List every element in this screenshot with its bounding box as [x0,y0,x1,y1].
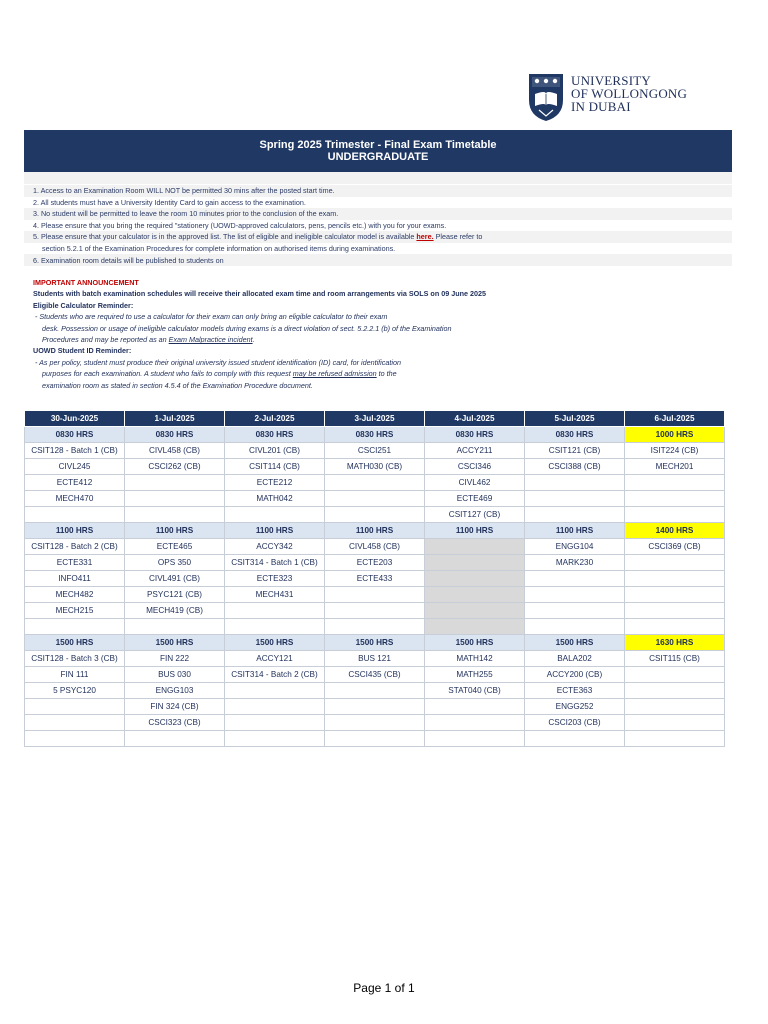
session-time: 0830 HRS [325,427,425,443]
exam-cell: MATH142 [425,651,525,667]
exam-cell: ACCY342 [225,539,325,555]
session-time-row [25,523,725,539]
exam-cell: MECH419 (CB) [125,603,225,619]
session-time: 1630 HRS [625,635,725,651]
session-time: 1500 HRS [425,635,525,651]
date-header: 6-Jul-2025 [625,411,725,427]
exam-cell [425,587,525,603]
banner-spacer [24,172,732,184]
exam-cell [425,571,525,587]
exam-cell: ENGG252 [525,699,625,715]
exam-cell [625,699,725,715]
exam-rules [33,185,733,266]
exam-cell: CSIT127 (CB) [425,507,525,523]
table-row [25,667,725,683]
exam-cell [525,475,625,491]
exam-cell: CIVL201 (CB) [225,443,325,459]
student-id-text-2a: purposes for each examination. A student who fails to comply with this request [42,369,291,379]
table-row [25,683,725,699]
exam-cell: MECH201 [625,459,725,475]
exam-cell: MECH470 [25,491,125,507]
exam-cell: MECH431 [225,587,325,603]
title-banner [24,130,732,172]
rule-1: 1. Access to an Examination Room WILL NOT be permitted 30 mins after the posted start time. [33,186,335,195]
rule-2: 2. All students must have a University Identity Card to gain access to the examination. [33,197,306,207]
date-header: 2-Jul-2025 [225,411,325,427]
exam-cell: CSCI251 [325,443,425,459]
exam-timetable [24,410,725,747]
exam-cell: ECTE331 [25,555,125,571]
exam-cell [325,491,425,507]
session-time: 1400 HRS [625,523,725,539]
exam-cell [625,715,725,731]
table-row [25,539,725,555]
logo-line-1: UNIVERSITY [571,73,651,88]
page-number: Page 1 of 1 [353,981,415,995]
exam-cell: FIN 111 [25,667,125,683]
exam-cell [625,683,725,699]
date-header: 5-Jul-2025 [525,411,625,427]
session-time: 1500 HRS [25,635,125,651]
rule-5-continuation: section 5.2.1 of the Examination Procedures for complete information on authorised items during examinations. [42,243,396,253]
malpractice-link[interactable]: Exam Malpractice incident [168,335,253,345]
refused-admission-link[interactable]: may be refused admission [292,369,377,379]
session-time: 0830 HRS [125,427,225,443]
exam-cell [425,603,525,619]
student-id-text-2b: to the [378,369,397,379]
exam-cell: ACCY121 [225,651,325,667]
session-time: 1100 HRS [225,523,325,539]
exam-cell: CSCI346 [425,459,525,475]
calculator-text-3 [33,334,733,345]
exam-cell [225,603,325,619]
exam-cell: 5 PSYC120 [25,683,125,699]
exam-cell [525,571,625,587]
exam-cell [625,491,725,507]
exam-cell: ECTE363 [525,683,625,699]
table-row [25,587,725,603]
exam-cell [425,619,525,635]
table-row [25,459,725,475]
exam-cell [325,587,425,603]
exam-cell: MATH030 (CB) [325,459,425,475]
exam-cell [525,619,625,635]
table-row [25,731,725,747]
exam-cell: CIVL462 [425,475,525,491]
exam-cell [225,731,325,747]
exam-cell: ECTE465 [125,539,225,555]
logo-wordmark [571,74,687,113]
table-row [25,715,725,731]
exam-cell: INFO411 [25,571,125,587]
exam-cell: CSIT115 (CB) [625,651,725,667]
table-row [25,475,725,491]
exam-cell: ACCY200 (CB) [525,667,625,683]
rule-6: 6. Examination room details will be published to students on [33,255,224,265]
exam-cell [125,475,225,491]
exam-cell: ECTE412 [25,475,125,491]
exam-cell [325,603,425,619]
exam-cell [25,715,125,731]
exam-cell [625,603,725,619]
exam-cell: CSIT314 - Batch 2 (CB) [225,667,325,683]
exam-cell: ENGG103 [125,683,225,699]
rule-5-text-cont: Please refer to [435,232,483,242]
exam-cell [325,475,425,491]
exam-cell [325,683,425,699]
session-time: 1500 HRS [325,635,425,651]
student-id-text-2 [33,368,733,379]
table-row [25,555,725,571]
exam-cell: ECTE203 [325,555,425,571]
university-logo [527,72,697,124]
exam-cell [525,507,625,523]
exam-cell: CIVL458 (CB) [325,539,425,555]
exam-cell [625,507,725,523]
exam-cell [525,603,625,619]
exam-cell [225,699,325,715]
calculator-text-3b: . [252,335,255,345]
exam-cell: CSIT128 - Batch 1 (CB) [25,443,125,459]
exam-cell: BUS 121 [325,651,425,667]
rule-5-text: 5. Please ensure that your calculator is in the approved list. The list of eligible and ineligible calculator model is available [33,232,415,242]
exam-cell [225,715,325,731]
exam-cell [125,491,225,507]
exam-cell [25,699,125,715]
session-time: 1100 HRS [25,523,125,539]
exam-cell: STAT040 (CB) [425,683,525,699]
exam-cell [425,715,525,731]
exam-cell: BALA202 [525,651,625,667]
exam-cell: ECTE212 [225,475,325,491]
page-title: Spring 2025 Trimester - Final Exam Timetable [259,139,497,151]
batch-notice: Students with batch examination schedules will receive their allocated exam time and room arrangements via SOLS on 09 June 2025 [33,289,486,299]
student-id-text-1: - As per policy, student must produce their original university issued student identification (ID) card, for identification [35,357,401,367]
exam-cell: PSYC121 (CB) [125,587,225,603]
exam-cell [525,587,625,603]
logo-line-3: IN DUBAI [571,99,631,114]
exam-cell: CIVL245 [25,459,125,475]
exam-cell: BUS 030 [125,667,225,683]
exam-cell: OPS 350 [125,555,225,571]
exam-cell [25,507,125,523]
exam-cell: CSCI369 (CB) [625,539,725,555]
exam-cell: CSIT128 - Batch 2 (CB) [25,539,125,555]
student-id-heading: UOWD Student ID Reminder: [33,346,132,356]
table-row [25,699,725,715]
exam-cell: MECH482 [25,587,125,603]
exam-cell: CSIT114 (CB) [225,459,325,475]
date-header: 4-Jul-2025 [425,411,525,427]
exam-cell [325,731,425,747]
exam-cell: ISIT224 (CB) [625,443,725,459]
calculator-list-link[interactable]: here. [416,232,434,242]
announcement-heading: IMPORTANT ANNOUNCEMENT [33,278,139,287]
rule-5 [33,231,733,243]
session-time: 0830 HRS [425,427,525,443]
date-header: 1-Jul-2025 [125,411,225,427]
exam-cell: MATH255 [425,667,525,683]
exam-cell [625,667,725,683]
exam-cell [325,619,425,635]
exam-cell: MARK230 [525,555,625,571]
logo-line-2: OF WOLLONGONG [571,86,688,101]
exam-cell: ENGG104 [525,539,625,555]
exam-cell [525,731,625,747]
calculator-heading: Eligible Calculator Reminder: [33,300,134,310]
date-header-row [25,411,725,427]
exam-cell: ECTE469 [425,491,525,507]
rule-4: 4. Please ensure that you bring the required "stationery (UOWD-approved calculators, pens, pencils etc.) with you for your exams. [33,220,447,230]
exam-cell [425,539,525,555]
session-time-row [25,427,725,443]
exam-cell: CIVL458 (CB) [125,443,225,459]
exam-cell [225,507,325,523]
exam-cell: CSCI262 (CB) [125,459,225,475]
exam-cell [25,619,125,635]
calculator-text-3a: Procedures and may be reported as an [42,335,167,345]
exam-cell: ECTE433 [325,571,425,587]
university-crest-icon [527,72,565,122]
exam-cell: CSCI435 (CB) [325,667,425,683]
table-row [25,603,725,619]
table-row [25,571,725,587]
exam-cell [125,507,225,523]
exam-cell: MATH042 [225,491,325,507]
exam-cell [225,683,325,699]
exam-cell: CSIT121 (CB) [525,443,625,459]
table-row [25,651,725,667]
exam-cell: CSCI203 (CB) [525,715,625,731]
exam-cell: CSIT128 - Batch 3 (CB) [25,651,125,667]
session-time: 1500 HRS [225,635,325,651]
session-time: 1100 HRS [525,523,625,539]
table-row [25,619,725,635]
calculator-text-2: desk. Possession or usage of ineligible calculator models during exams is a direct violation of sect. 5.2.2.1 (b) of the Examination [42,323,452,333]
session-time: 0830 HRS [525,427,625,443]
exam-cell [625,731,725,747]
exam-cell [625,475,725,491]
session-time: 1500 HRS [125,635,225,651]
session-time: 1100 HRS [125,523,225,539]
exam-cell [525,491,625,507]
exam-cell [325,715,425,731]
important-announcement [33,277,733,391]
exam-cell: CSIT314 - Batch 1 (CB) [225,555,325,571]
exam-cell [425,555,525,571]
session-time-row [25,635,725,651]
exam-cell [425,699,525,715]
student-id-text-3: examination room as stated in section 4.5.4 of the Examination Procedure document. [42,380,313,390]
exam-cell: ECTE323 [225,571,325,587]
exam-cell [25,731,125,747]
exam-cell [625,587,725,603]
exam-cell [125,619,225,635]
rule-3: 3. No student will be permitted to leave the room 10 minutes prior to the conclusion of the exam. [33,209,339,219]
session-time: 1100 HRS [325,523,425,539]
exam-cell: ACCY211 [425,443,525,459]
date-header: 3-Jul-2025 [325,411,425,427]
date-header: 30-Jun-2025 [25,411,125,427]
table-row [25,443,725,459]
exam-cell: CSCI323 (CB) [125,715,225,731]
session-time: 1500 HRS [525,635,625,651]
page-subtitle: UNDERGRADUATE [327,151,429,163]
exam-cell [125,731,225,747]
exam-cell [325,699,425,715]
table-row [25,507,725,523]
exam-cell [625,555,725,571]
exam-cell: CSCI388 (CB) [525,459,625,475]
calculator-text-1: - Students who are required to use a calculator for their exam can only bring an eligible calculator to their exam [35,312,388,322]
exam-cell [625,571,725,587]
exam-cell: MECH215 [25,603,125,619]
exam-cell [425,731,525,747]
session-time: 0830 HRS [225,427,325,443]
session-time: 0830 HRS [25,427,125,443]
exam-cell [625,619,725,635]
session-time: 1100 HRS [425,523,525,539]
table-row [25,491,725,507]
exam-cell: FIN 222 [125,651,225,667]
exam-cell: FIN 324 (CB) [125,699,225,715]
session-time: 1000 HRS [625,427,725,443]
exam-cell [225,619,325,635]
exam-cell [325,507,425,523]
exam-cell: CIVL491 (CB) [125,571,225,587]
